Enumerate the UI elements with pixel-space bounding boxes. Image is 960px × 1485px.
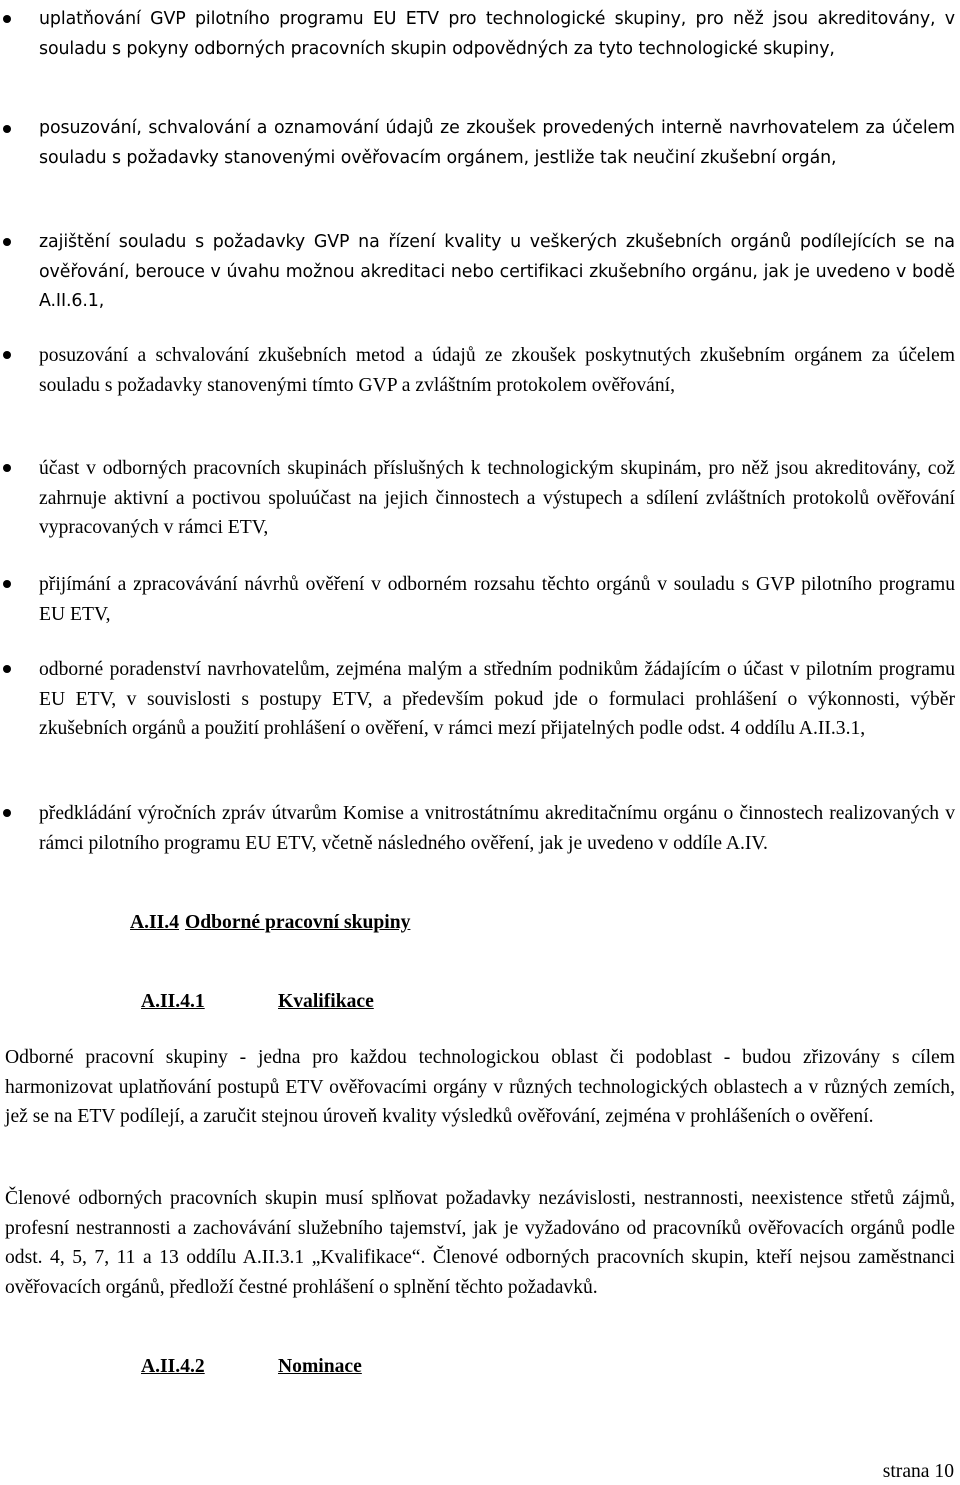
list-item-text: odborné poradenství navrhovatelům, zejména malým a středním podnikům žádajícím o účast v pilotním programu EU ETV, v souvislosti s postupy ETV, a především pokud jde o formulaci prohlášení o výkonnosti, výběr zkušebních orgánů a použití prohlášení o ověření, v rámci mezí přijatelných podle odst. 4 oddílu A.II.3.1, (39, 659, 955, 739)
subsection-number: A.II.4.2 (141, 1356, 205, 1377)
list-item-text: zajištění souladu s požadavky GVP na řízení kvality u veškerých zkušebních orgánů podílejících se na ověřování, berouce v úvahu možnou akreditaci nebo certifikaci zkušebního orgánu, jak je uvedeno v bodě A.II.6.1, (39, 232, 955, 311)
bullet-icon (3, 351, 11, 359)
bullet-icon (3, 809, 11, 817)
bullet-icon (3, 238, 11, 246)
section-number: A.II.4 (130, 912, 179, 933)
subsection-heading-nomination (141, 1354, 541, 1380)
list-item-text: účast v odborných pracovních skupinách příslušných k technologickým skupinám, pro něž jsou akreditovány, což zahrnuje aktivní a poctivou spoluúčast na jejich činnostech a výstupech a sdílení zvláštních protokolů ověřování vypracovaných v rámci ETV, (39, 458, 955, 538)
paragraph: Členové odborných pracovních skupin musí splňovat požadavky nezávislosti, nestrannosti, neexistence střetů zájmů, profesní nestrannosti a zachovávání služebního tajemství, jak je vyžadováno od pracovníků ověřovacích orgánů podle odst. 4, 5, 7, 11 a 13 oddílu A.II.3.1 „Kvalifikace“. Členové odborných pracovních skupin, kteří nejsou zaměstnanci ověřovacích orgánů, předloží čestné prohlášení o splnění těchto požadavků. (5, 1188, 955, 1298)
list-item-text: předkládání výročních zpráv útvarům Komise a vnitrostátnímu akreditačnímu orgánu o činnostech realizovaných v rámci pilotního programu EU ETV, včetně následného ověření, jak je uvedeno v oddíle A.IV. (39, 803, 955, 854)
subsection-title: Kvalifikace (278, 991, 374, 1012)
subsection-title: Nominace (278, 1356, 362, 1377)
subsection-heading-qualification (141, 989, 541, 1015)
paragraph: Odborné pracovní skupiny - jedna pro každou technologickou oblast či podoblast - budou zřizovány s cílem harmonizovat uplatňování postupů ETV ověřovacími orgány v různých technologických oblastech a v různých zemích, jež se na ETV podílejí, a zaručit stejnou úroveň kvality výsledků ověřování, zejména v prohlášeních o ověření. (5, 1047, 955, 1127)
bullet-icon (3, 15, 11, 23)
bullet-icon (3, 580, 11, 588)
section-heading (130, 910, 410, 936)
bullet-icon (3, 125, 11, 133)
page-number: strana 10 (882, 1461, 954, 1482)
list-item-text: uplatňování GVP pilotního programu EU ETV pro technologické skupiny, pro něž jsou akreditovány, v souladu s pokyny odborných pracovních skupin odpovědných za tyto technologické skupiny, (39, 9, 955, 59)
list-item-text: posuzování a schvalování zkušebních metod a údajů ze zkoušek poskytnutých zkušebním orgánem za účelem souladu s požadavky stanovenými tímto GVP a zvláštním protokolem ověřování, (39, 345, 955, 396)
list-item-text: posuzování, schvalování a oznamování údajů ze zkoušek provedených interně navrhovatelem za účelem souladu s požadavky stanovenými ověřovacím orgánem, jestliže tak neučiní zkušební orgán, (39, 118, 955, 168)
list-item-text: přijímání a zpracovávání návrhů ověření v odborném rozsahu těchto orgánů v souladu s GVP pilotního programu EU ETV, (39, 574, 955, 625)
section-title: Odborné pracovní skupiny (185, 912, 411, 933)
bullet-icon (3, 464, 11, 472)
subsection-number: A.II.4.1 (141, 991, 205, 1012)
bullet-icon (3, 665, 11, 673)
